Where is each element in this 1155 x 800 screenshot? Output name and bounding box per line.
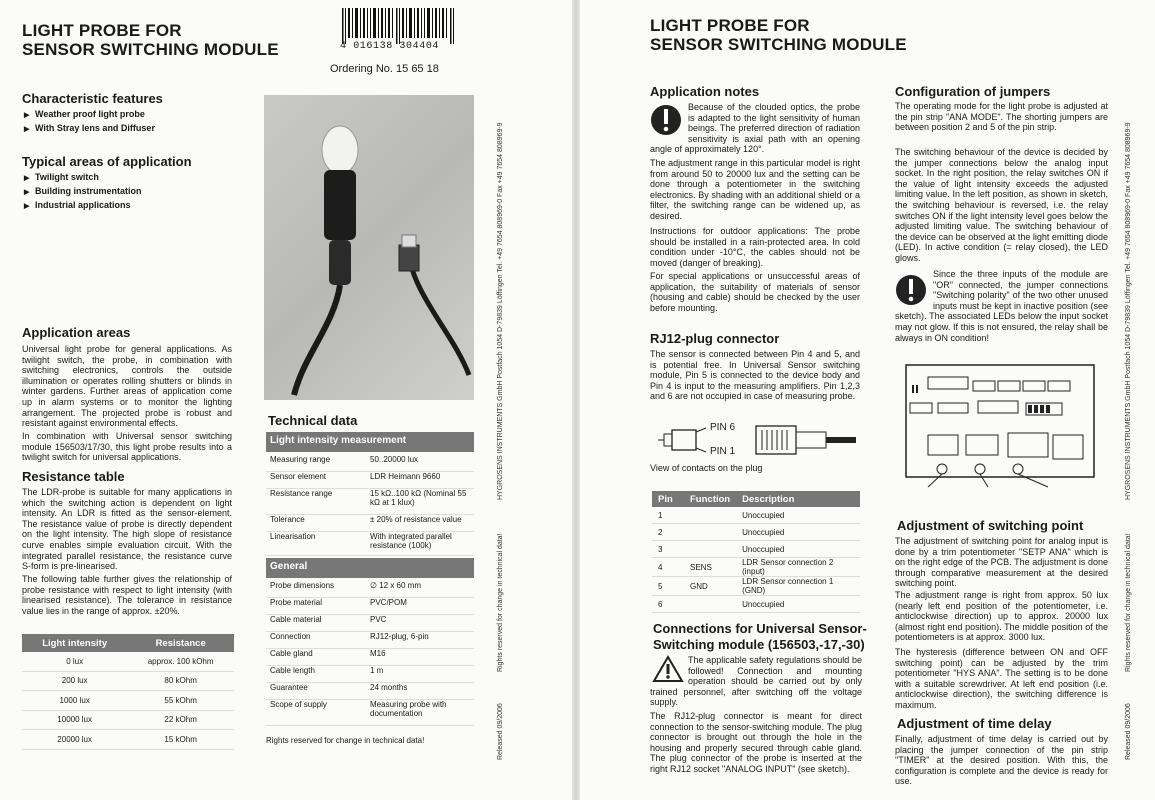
connections-heading: Connections for Universal Sensor- Switching module (156503,-17,-30) — [653, 621, 867, 652]
table-row: Guarantee 24 months — [266, 683, 474, 700]
table-row: Measuring range 50..20000 lux — [266, 455, 474, 472]
app-notes-text-2: The adjustment range in this particular model is right from around 50 to 20000 lux and the setting can be done through a potentiometer in the switching electronics. By shading with an additional shield or a filter, the switching range can be widened up, as desired. — [650, 158, 860, 221]
app-notes-text-4: For special applications or unsuccessful areas of application, the suitability of materials of sensor (housing and cable) should be checked by the user before mounting. — [650, 271, 860, 313]
triangle-right-icon: ▶ — [24, 175, 30, 182]
side-rights: Rights reserved for change in technical data! — [497, 533, 504, 672]
app-areas-text-2: In combination with Universal sensor switching module 156503/17/30, this light probe results into a twilight switch for universal applications. — [22, 431, 232, 463]
list-item: ▶ With Stray lens and Diffuser — [24, 122, 155, 136]
jumpers-text-3: Since the three inputs of the module are "OR" connected, the jumper connections "Switching polarity" of the two other unused inputs must be kept in inactive position (see sketch). The associated LEDs below the input socket may not glow. If this is not ensured, the relay shall be always in ON condition! — [895, 269, 1108, 343]
col-header: Pin — [652, 491, 684, 507]
pcb-diagram — [898, 357, 1098, 503]
triangle-right-icon: ▶ — [24, 126, 30, 133]
left-title: LIGHT PROBE FOR SENSOR SWITCHING MODULE — [22, 21, 279, 59]
table-row: 3 Unoccupied — [652, 541, 860, 558]
time-delay-heading: Adjustment of time delay — [897, 716, 1052, 731]
resistance-heading: Resistance table — [22, 469, 125, 484]
table-row: 2 Unoccupied — [652, 524, 860, 541]
table-row: 10000 lux 22 kOhm — [22, 710, 234, 730]
table-row: Probe dimensions ∅ 12 x 60 mm — [266, 581, 474, 598]
table-row: Sensor element LDR Heimann 9660 — [266, 472, 474, 489]
side-company: HYGROSENS INSTRUMENTS GmbH Postfach 1054 D-79839 Löffingen Tel. +49 7654 808969-0 Fax +49 7654 808969-9 — [497, 122, 504, 500]
section-header: General — [266, 558, 474, 578]
pin1-label: PIN 1 — [710, 446, 736, 457]
side-released: Released 09/2006 — [1125, 703, 1132, 760]
side-company: HYGROSENS INSTRUMENTS GmbH Postfach 1054 D-79839 Löffingen Tel. +49 7654 808969-0 Fax +49 7654 808969-9 — [1125, 122, 1132, 500]
table-row: 5 GND LDR Sensor connection 1 (GND) — [652, 577, 860, 596]
table-row: 4 SENS LDR Sensor connection 2 (input) — [652, 558, 860, 577]
switching-point-text-2: The adjustment range is right from approx. 50 lux (nearly left end position of the potentiometer, i.e. anticlockwise direction) up to approx. 20000 lux (almost right end position). The middle position of the potentiometers is at approx. 3000 lux. — [895, 590, 1108, 643]
switching-point-heading: Adjustment of switching point — [897, 518, 1084, 533]
pcb-sketch — [898, 357, 1098, 503]
section-header: Light intensity measurement — [266, 432, 474, 452]
table-row: Tolerance ± 20% of resistance value — [266, 515, 474, 532]
typical-heading: Typical areas of application — [22, 154, 192, 169]
switching-point-text-3: The hysteresis (difference between ON and OFF switching point) can be adjusted by the trim potentiometer "HYS ANA". The setting is to be done with a suitable screwdriver. At left end position (i.e. anticlockwise direction), the switching difference is maximum. — [895, 647, 1108, 710]
col-header: Description — [736, 491, 860, 507]
pin-table — [652, 491, 860, 613]
rj12-sketch — [656, 420, 866, 460]
resistance-table — [22, 634, 234, 750]
table-row: 0 lux approx. 100 kOhm — [22, 652, 234, 671]
switching-point-text: The adjustment of switching point for analog input is done by a trim potentiometer "SETP ANA" which is on the right edge of the PCB. The adjustment is done through comparative measurement at the desired switching point. — [895, 536, 1108, 589]
technical-table — [266, 432, 474, 745]
typical-list — [24, 171, 142, 213]
table-row: Connection RJ12-plug, 6-pin — [266, 632, 474, 649]
probe-photo — [264, 95, 474, 400]
app-areas-text: Universal light probe for general applications. As twilight switch, the probe, in combination with switching electronics, controls the outside illumination or operates rolling shutters or blinds in winter gardens. Further areas of application come up in alarm systems or to monitor the lighting arrangement. The projected probe is robust and resistant against environmental effects. — [22, 344, 232, 429]
page-gutter — [572, 0, 580, 800]
side-released: Released 09/2006 — [497, 703, 504, 760]
table-row: Scope of supply Measuring probe with documentation — [266, 700, 474, 726]
technical-heading: Technical data — [268, 413, 358, 428]
table-row: Cable length 1 m — [266, 666, 474, 683]
rj12-text: The sensor is connected between Pin 4 and 5, and is potential free. In Universal Sensor switching module, Pin 5 is connected to the device body and Pin 4 is input to the measuring amplifiers. Pin 1,2,3 and 6 are not occupied in case of measuring probe. — [650, 349, 860, 402]
list-item: ▶ Weather proof light probe — [24, 108, 155, 122]
resistance-text-2: The following table further gives the relationship of probe resistance with respect to light intensity (with linearised resistance). The tolerance in resistance value lies in the range of approx. ±20%. — [22, 574, 232, 616]
table-row: Cable gland M16 — [266, 649, 474, 666]
right-page — [580, 0, 1155, 800]
app-areas-heading: Application areas — [22, 325, 131, 340]
rj12-plug-icon — [656, 420, 866, 460]
rj12-heading: RJ12-plug connector — [650, 331, 780, 346]
table-row: 1000 lux 55 kOhm — [22, 691, 234, 711]
table-row: 1 Unoccupied — [652, 507, 860, 524]
triangle-right-icon: ▶ — [24, 112, 30, 119]
rj12-caption: View of contacts on the plug — [650, 463, 763, 473]
triangle-right-icon: ▶ — [24, 189, 30, 196]
app-notes-heading: Application notes — [650, 84, 760, 99]
table-row: Cable material PVC — [266, 615, 474, 632]
resistance-text: The LDR-probe is suitable for many applications in which the switching action is dependent on light intensity. An LDR is fitted as the sensor-element. The resistance value of probe is directly dependent on the light intensity. The high slope of resistance curve enables simple evaluation circuit. With the integrated parallel resistance, the resistance curve S-form is pre-linearised. — [22, 487, 232, 572]
time-delay-text: Finally, adjustment of time delay is carried out by placing the jumper connection of the pin strip "TIMER" at the desired position. With this, the configuration is complete and the device is ready for use. — [895, 734, 1108, 787]
connections-text-2: The RJ12-plug connector is meant for direct connection to the sensor-switching module. The plug connector is brought out through the hole in the housing and properly secured through cable gland. The plug connector of the probe is inserted at the right RJ12 socket "ANALOG INPUT" (see sketch). — [650, 711, 862, 774]
pin6-label: PIN 6 — [710, 422, 736, 433]
table-row: Probe material PVC/POM — [266, 598, 474, 615]
table-row: 20000 lux 15 kOhm — [22, 730, 234, 750]
connections-text: The applicable safety regulations should be followed! Connection and mounting operation should be carried out by only trained personnel, after switching off the voltage supply. — [650, 655, 862, 708]
side-rights: Rights reserved for change in technical data! — [1125, 533, 1132, 672]
table-row: Linearisation With integrated parallel resistance (100k) — [266, 532, 474, 556]
app-notes-text-3: Instructions for outdoor applications: The probe should be installed in a rain-protected area. In cold condition under -10°C, the cables should not be moved (danger of breaking). — [650, 226, 860, 268]
ordering-number: Ordering No. 15 65 18 — [330, 63, 439, 75]
table-row: 200 lux 80 kOhm — [22, 671, 234, 691]
probe-illustration — [264, 95, 474, 400]
features-heading: Characteristic features — [22, 91, 163, 106]
barcode-digits: 4 016138 304404 — [340, 41, 440, 52]
col-header: Light intensity — [22, 634, 127, 652]
list-item: ▶ Twilight switch — [24, 171, 142, 185]
triangle-right-icon: ▶ — [24, 203, 30, 210]
jumpers-heading: Configuration of jumpers — [895, 84, 1051, 99]
right-title: LIGHT PROBE FOR SENSOR SWITCHING MODULE — [650, 16, 907, 54]
table-row: 6 Unoccupied — [652, 596, 860, 613]
table-row: Resistance range 15 kΩ..100 kΩ (Nominal 55 kΩ at 1 klux) — [266, 489, 474, 515]
col-header: Resistance — [127, 634, 234, 652]
jumpers-text: The operating mode for the light probe is adjusted at the pin strip "ANA MODE". The shorting jumpers are between position 2 and 5 of the pin strip. — [895, 101, 1108, 133]
list-item: ▶ Building instrumentation — [24, 185, 142, 199]
app-notes-text: Because of the clouded optics, the probe is adapted to the light sensitivity of human beings. The preferred direction of radiation sensitivity is axial path with an opening angle of approximately 120°. — [650, 102, 860, 155]
barcode — [340, 8, 460, 52]
technical-footer: Rights reserved for change in technical data! — [266, 736, 425, 745]
list-item: ▶ Industrial applications — [24, 199, 142, 213]
left-page — [0, 0, 572, 800]
jumpers-text-2: The switching behaviour of the device is decided by the jumper connections below the analog input socket. In the right position, the relay switches ON if the value of light intensity exceeds the adjusted limiting value. In the left position, as shown in sketch, the switching behaviour is reversed, i.e. the relay switches ON if the light intensity level goes below the adjusted limiting value. The switching behaviour of the device can be observed at the light emitting diode (LED). In active condition (= relay closed), the LED glows. — [895, 147, 1108, 263]
col-header: Function — [684, 491, 736, 507]
features-list — [24, 108, 155, 136]
